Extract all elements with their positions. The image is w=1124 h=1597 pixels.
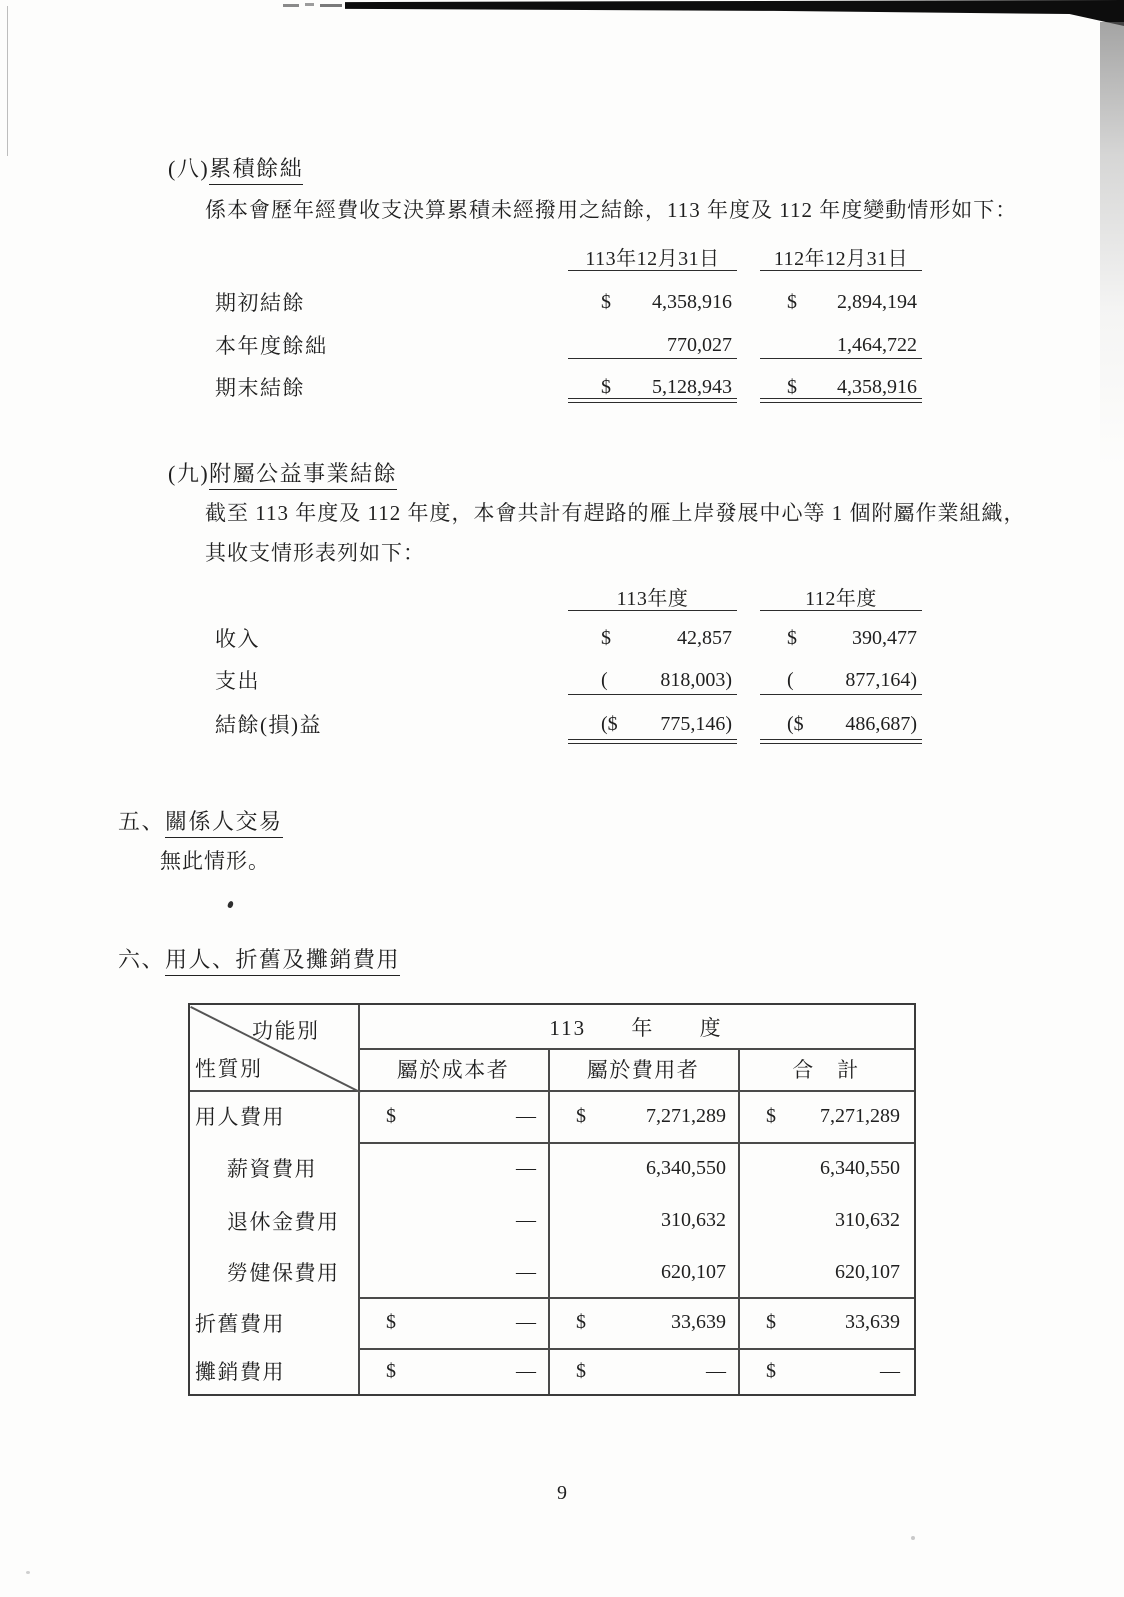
value-cell (568, 287, 737, 317)
value-cell (550, 1142, 738, 1194)
row-label: 結餘(損)益 (215, 713, 322, 737)
row-label: 期末結餘 (215, 376, 305, 400)
value-cell (740, 1142, 912, 1194)
scan-speck (911, 1536, 915, 1540)
amount: 310,632 (835, 1209, 900, 1231)
amount: — (516, 1104, 536, 1127)
amount: 770,027 (667, 333, 732, 356)
row-label: 用人費用 (195, 1105, 285, 1129)
value-cell (760, 709, 922, 739)
value-cell (760, 623, 922, 653)
currency-symbol: $ (576, 1311, 586, 1333)
currency-symbol: $ (601, 626, 611, 649)
scan-speck (26, 1571, 30, 1574)
amount: 2,894,194 (837, 290, 917, 313)
amount: 877,164) (845, 668, 917, 691)
amount: 4,358,916 (837, 375, 917, 398)
currency-symbol: $ (787, 375, 797, 398)
value-cell (740, 1348, 912, 1394)
row-label: 收入 (215, 627, 260, 651)
amount: 818,003) (660, 668, 732, 691)
amount: 6,340,550 (646, 1156, 726, 1179)
year-header: 113 年 度 (549, 1015, 723, 1040)
table-double-rule (760, 398, 922, 403)
amount: 6,340,550 (820, 1156, 900, 1179)
amount: — (880, 1359, 900, 1382)
currency-symbol: ($ (787, 712, 804, 735)
currency-symbol: $ (601, 290, 611, 313)
table-rule (568, 358, 737, 359)
amount: 7,271,289 (646, 1104, 726, 1127)
currency-symbol: $ (766, 1311, 776, 1333)
row-label: 支出 (215, 669, 260, 693)
currency-symbol: $ (576, 1359, 586, 1382)
row-label: 攤銷費用 (195, 1360, 285, 1384)
value-cell (740, 1247, 912, 1297)
currency-symbol: $ (787, 290, 797, 313)
currency-symbol: $ (601, 375, 611, 398)
accumulated-table-col1-header: 113年12月31日 (568, 242, 737, 271)
value-cell (550, 1297, 738, 1348)
table-rule (760, 358, 922, 359)
currency-symbol: $ (787, 626, 797, 649)
amount: 7,271,289 (820, 1104, 900, 1127)
affiliated-table-col1-header: 113年度 (568, 582, 737, 611)
scan-edge-line (7, 6, 8, 156)
amount: — (516, 1156, 536, 1179)
column-header-cost: 屬於成本者 (396, 1058, 510, 1082)
section-6-marker: 六、 (118, 947, 166, 972)
value-cell (760, 287, 922, 317)
row-label: 本年度餘絀 (215, 334, 328, 358)
value-cell (550, 1247, 738, 1297)
row-label: 期初結餘 (215, 291, 305, 315)
amount: — (516, 1311, 536, 1333)
currency-symbol: $ (386, 1359, 396, 1382)
section-9-marker: (九) (168, 461, 210, 486)
amount: 620,107 (835, 1260, 900, 1283)
row-label: 勞健保費用 (227, 1261, 340, 1285)
section-5-title: 關係人交易 (165, 809, 283, 838)
table-double-rule (568, 398, 737, 403)
section-6-title: 用人、折舊及攤銷費用 (165, 947, 400, 976)
value-cell (568, 665, 737, 695)
scan-shadow-right-edge (1100, 22, 1124, 467)
amount: 5,128,943 (652, 375, 732, 398)
section-9-heading (168, 457, 397, 488)
currency-symbol: $ (386, 1311, 396, 1333)
section-8-title: 累積餘絀 (209, 156, 303, 185)
amount: — (706, 1359, 726, 1382)
value-cell (360, 1247, 548, 1297)
value-cell (740, 1194, 912, 1247)
ink-dot (227, 900, 234, 908)
scan-artifact-dash (283, 4, 299, 7)
amount: 4,358,916 (652, 290, 732, 313)
open-paren: ( (601, 668, 608, 691)
amount: 620,107 (661, 1260, 726, 1283)
section-5-marker: 五、 (118, 809, 166, 834)
page-number: 9 (557, 1482, 567, 1504)
value-cell (360, 1142, 548, 1194)
value-cell (550, 1090, 738, 1142)
amount: 390,477 (852, 626, 917, 649)
section-8-intro: 係本會歷年經費收支決算累積未經撥用之結餘，113 年度及 112 年度變動情形如下： (205, 198, 1018, 222)
value-cell (740, 1090, 912, 1142)
affiliated-table-col2-header: 112年度 (760, 582, 922, 611)
amount: — (516, 1209, 536, 1231)
amount: 33,639 (845, 1311, 900, 1333)
amount: — (516, 1260, 536, 1283)
amount: 486,687) (845, 712, 917, 735)
value-cell (360, 1348, 548, 1394)
value-cell (360, 1297, 548, 1348)
value-cell (550, 1348, 738, 1394)
table-rule (760, 694, 922, 695)
value-cell (568, 709, 737, 739)
amount: 33,639 (671, 1311, 726, 1333)
section-9-intro-line1: 截至 113 年度及 112 年度，本會共計有趕路的雁上岸發展中心等 1 個附屬作業組織， (205, 501, 1026, 525)
section-8-marker: (八) (168, 156, 210, 181)
row-label: 折舊費用 (195, 1311, 285, 1336)
currency-symbol: $ (766, 1104, 776, 1127)
column-header-expense: 屬於費用者 (586, 1058, 700, 1082)
value-cell (568, 623, 737, 653)
scan-artifact-dash (305, 3, 314, 6)
amount: — (516, 1359, 536, 1382)
amount: 775,146) (660, 712, 732, 735)
value-cell (740, 1297, 912, 1348)
section-5-body: 無此情形。 (160, 849, 270, 873)
value-cell (360, 1194, 548, 1247)
amount: 42,857 (677, 626, 732, 649)
table-rule (568, 694, 737, 695)
amount: 1,464,722 (837, 333, 917, 356)
value-cell (760, 665, 922, 695)
value-cell (550, 1194, 738, 1247)
table-double-rule (568, 739, 737, 744)
table-double-rule (760, 739, 922, 744)
section-9-intro-line2: 其收支情形表列如下： (205, 541, 425, 565)
section-5-heading (118, 805, 283, 836)
value-cell (760, 330, 922, 360)
open-paren: ( (787, 668, 794, 691)
section-8-heading (168, 152, 303, 183)
section-9-title: 附屬公益事業結餘 (209, 461, 397, 490)
currency-symbol: $ (386, 1104, 396, 1127)
scan-artifact-top-band (345, 0, 1124, 26)
personnel-expense-table (188, 1003, 916, 1396)
value-cell (360, 1090, 548, 1142)
column-header-total: 合 計 (792, 1058, 860, 1082)
currency-symbol: $ (766, 1359, 776, 1382)
corner-header-nature: 性質別 (195, 1057, 263, 1081)
section-6-heading (118, 943, 400, 974)
accumulated-table-col2-header: 112年12月31日 (760, 242, 922, 271)
row-label: 退休金費用 (227, 1209, 340, 1234)
scan-artifact-dash (320, 4, 342, 7)
value-cell (568, 330, 737, 360)
amount: 310,632 (661, 1209, 726, 1231)
row-label: 薪資費用 (227, 1157, 317, 1181)
currency-symbol: ($ (601, 712, 618, 735)
corner-header-function: 功能別 (252, 1019, 320, 1043)
currency-symbol: $ (576, 1104, 586, 1127)
